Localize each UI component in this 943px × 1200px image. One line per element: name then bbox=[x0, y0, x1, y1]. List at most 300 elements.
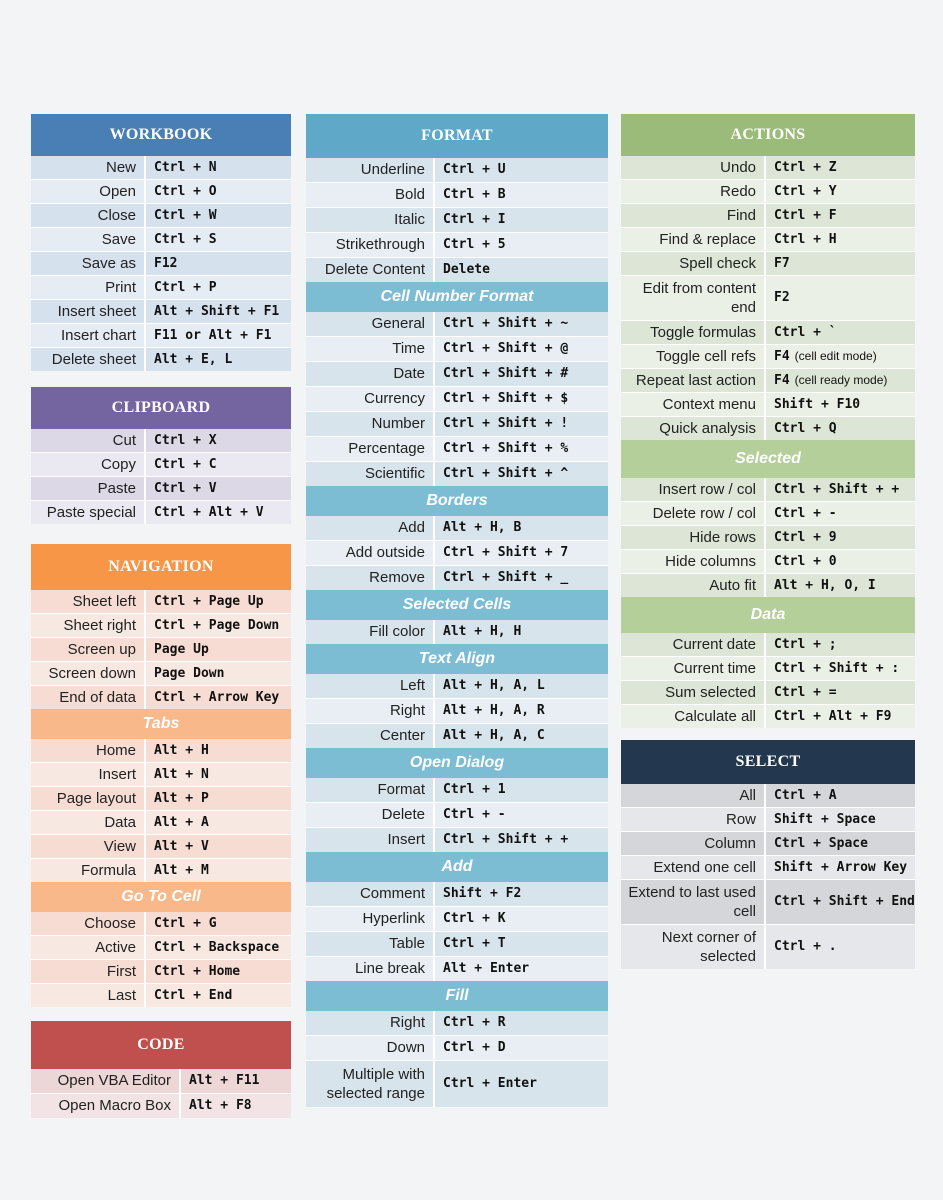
open-dialog-rows bbox=[306, 778, 608, 852]
shortcut-row bbox=[31, 685, 291, 709]
shortcut-label: Copy bbox=[31, 453, 144, 476]
shortcut-row bbox=[31, 810, 291, 834]
shortcut-row bbox=[621, 368, 915, 392]
shortcut-keys-text: Ctrl + S bbox=[154, 231, 217, 247]
shortcut-label: Sum selected bbox=[621, 681, 764, 704]
shortcut-keys bbox=[144, 912, 291, 935]
shortcut-keys bbox=[144, 477, 291, 500]
shortcut-label: Screen up bbox=[31, 638, 144, 661]
shortcut-keys bbox=[433, 258, 608, 282]
shortcut-label: Number bbox=[306, 412, 433, 436]
actions-header: ACTIONS bbox=[621, 114, 915, 156]
shortcut-label: Delete sheet bbox=[31, 348, 144, 371]
selected-cells-subheader: Selected Cells bbox=[306, 590, 608, 620]
shortcut-row bbox=[31, 476, 291, 500]
navigation-header: NAVIGATION bbox=[31, 544, 291, 590]
shortcut-label: Auto fit bbox=[621, 574, 764, 597]
shortcut-keys-text: Ctrl + Shift + : bbox=[774, 660, 900, 676]
shortcut-label: Active bbox=[31, 936, 144, 959]
shortcut-row bbox=[621, 478, 915, 501]
shortcut-row bbox=[306, 411, 608, 436]
shortcut-label: Edit from content end bbox=[621, 276, 764, 320]
shortcut-label: Calculate all bbox=[621, 705, 764, 728]
tabs-subheader: Tabs bbox=[31, 709, 291, 739]
shortcut-label: Down bbox=[306, 1036, 433, 1060]
shortcut-keys-text: Ctrl + Shift + ! bbox=[443, 416, 569, 432]
shortcut-keys-text: Ctrl + H bbox=[774, 231, 837, 247]
shortcut-keys-text: Ctrl + ` bbox=[774, 324, 837, 340]
cell-number-format-subheader: Cell Number Format bbox=[306, 282, 608, 312]
shortcut-row bbox=[306, 931, 608, 956]
shortcut-keys bbox=[433, 882, 608, 906]
shortcut-label: Extend to last used cell bbox=[621, 880, 764, 924]
shortcut-row bbox=[621, 680, 915, 704]
shortcut-label: Spell check bbox=[621, 252, 764, 275]
select-header: SELECT bbox=[621, 740, 915, 784]
shortcut-row bbox=[31, 203, 291, 227]
shortcut-keys bbox=[433, 828, 608, 852]
shortcut-keys bbox=[764, 393, 915, 416]
shortcut-keys bbox=[433, 233, 608, 257]
shortcut-row bbox=[306, 361, 608, 386]
shortcut-row bbox=[31, 1093, 291, 1118]
shortcut-label: Choose bbox=[31, 912, 144, 935]
shortcut-row bbox=[31, 429, 291, 452]
shortcut-keys-text: Ctrl + = bbox=[774, 684, 837, 700]
shortcut-label: Currency bbox=[306, 387, 433, 411]
shortcut-keys-text: Ctrl + - bbox=[443, 807, 506, 823]
shortcut-keys-text: Page Up bbox=[154, 641, 209, 657]
borders-subheader: Borders bbox=[306, 486, 608, 516]
shortcut-row bbox=[306, 674, 608, 698]
shortcut-label: Scientific bbox=[306, 462, 433, 486]
shortcut-keys bbox=[433, 724, 608, 748]
shortcut-row bbox=[306, 778, 608, 802]
fill-subheader: Fill bbox=[306, 981, 608, 1011]
shortcut-row bbox=[306, 158, 608, 182]
shortcut-keys bbox=[764, 228, 915, 251]
shortcut-row bbox=[31, 452, 291, 476]
shortcut-keys bbox=[433, 674, 608, 698]
shortcut-note: (cell ready mode) bbox=[794, 373, 888, 388]
shortcut-keys bbox=[433, 158, 608, 182]
shortcut-label: Hyperlink bbox=[306, 907, 433, 931]
shortcut-label: Insert row / col bbox=[621, 478, 764, 501]
shortcut-label: Cut bbox=[31, 429, 144, 452]
shortcut-keys-text: Alt + P bbox=[154, 790, 209, 806]
shortcut-note: (cell edit mode) bbox=[794, 349, 877, 364]
shortcut-keys-text: Ctrl + Shift + End bbox=[774, 894, 915, 910]
shortcut-label: Row bbox=[621, 808, 764, 831]
shortcut-label: Paste special bbox=[31, 501, 144, 524]
shortcut-keys bbox=[764, 681, 915, 704]
shortcut-keys-text: Ctrl + C bbox=[154, 456, 217, 472]
shortcut-keys bbox=[144, 300, 291, 323]
shortcut-label: Delete Content bbox=[306, 258, 433, 282]
shortcut-keys bbox=[433, 437, 608, 461]
shortcut-keys bbox=[764, 550, 915, 573]
shortcut-row bbox=[31, 156, 291, 179]
shortcut-row bbox=[31, 179, 291, 203]
shortcut-label: View bbox=[31, 835, 144, 858]
shortcut-label: Extend one cell bbox=[621, 856, 764, 879]
shortcut-keys bbox=[433, 183, 608, 207]
add-rows bbox=[306, 882, 608, 981]
shortcut-keys bbox=[433, 208, 608, 232]
shortcut-row bbox=[621, 501, 915, 525]
shortcut-keys bbox=[764, 345, 915, 368]
shortcut-keys bbox=[144, 787, 291, 810]
actions-section bbox=[621, 114, 915, 728]
shortcut-keys-text: Ctrl + Shift + _ bbox=[443, 570, 569, 586]
shortcut-label: Save as bbox=[31, 252, 144, 275]
shortcut-keys-text: Ctrl + Home bbox=[154, 963, 241, 979]
shortcut-row bbox=[306, 516, 608, 540]
shortcut-keys-text: Ctrl + 5 bbox=[443, 237, 506, 253]
shortcut-keys-text: Ctrl + Backspace bbox=[154, 939, 280, 955]
shortcut-row bbox=[306, 565, 608, 590]
tabs-rows bbox=[31, 739, 291, 882]
shortcut-keys bbox=[433, 312, 608, 336]
format-rows bbox=[306, 158, 608, 282]
shortcut-row bbox=[31, 858, 291, 882]
shortcut-label: Open VBA Editor bbox=[31, 1069, 179, 1093]
shortcut-row bbox=[306, 257, 608, 282]
shortcut-keys-text: Shift + Space bbox=[774, 811, 876, 827]
shortcut-keys bbox=[144, 739, 291, 762]
shortcut-row bbox=[306, 1011, 608, 1035]
selected-subheader: Selected bbox=[621, 440, 915, 478]
shortcut-label: Repeat last action bbox=[621, 369, 764, 392]
shortcut-keys-text: Shift + Arrow Key bbox=[774, 859, 908, 875]
shortcut-row bbox=[306, 182, 608, 207]
shortcut-row bbox=[621, 525, 915, 549]
navigation-rows bbox=[31, 590, 291, 709]
shortcut-keys bbox=[179, 1069, 291, 1093]
shortcut-label: Screen down bbox=[31, 662, 144, 685]
shortcut-row bbox=[306, 1035, 608, 1060]
shortcut-row bbox=[31, 323, 291, 347]
shortcut-keys-text: Ctrl + Z bbox=[774, 159, 837, 175]
shortcut-keys-text: Ctrl + Shift + ^ bbox=[443, 466, 569, 482]
shortcut-label: Quick analysis bbox=[621, 417, 764, 440]
shortcut-keys bbox=[144, 811, 291, 834]
shortcut-keys-text: Shift + F2 bbox=[443, 886, 522, 902]
shortcut-keys bbox=[433, 803, 608, 827]
shortcut-label: Add outside bbox=[306, 541, 433, 565]
shortcut-label: Insert bbox=[306, 828, 433, 852]
shortcut-label: Redo bbox=[621, 180, 764, 203]
shortcut-row bbox=[621, 704, 915, 728]
shortcut-keys bbox=[144, 662, 291, 685]
shortcut-label: Paste bbox=[31, 477, 144, 500]
shortcut-keys bbox=[433, 620, 608, 644]
shortcut-label: Open bbox=[31, 180, 144, 203]
shortcut-label: Underline bbox=[306, 158, 433, 182]
shortcut-label: Insert bbox=[31, 763, 144, 786]
shortcut-label: Print bbox=[31, 276, 144, 299]
shortcut-keys bbox=[764, 633, 915, 656]
shortcut-label: Formula bbox=[31, 859, 144, 882]
format-section bbox=[306, 114, 608, 1107]
shortcut-row bbox=[306, 906, 608, 931]
select-rows bbox=[621, 784, 915, 969]
shortcut-row bbox=[31, 590, 291, 613]
shortcut-keys bbox=[433, 541, 608, 565]
shortcut-row bbox=[621, 251, 915, 275]
shortcut-label: Page layout bbox=[31, 787, 144, 810]
goto-rows bbox=[31, 912, 291, 1007]
shortcut-keys bbox=[144, 936, 291, 959]
shortcut-keys-text: Ctrl + Page Down bbox=[154, 617, 280, 633]
shortcut-keys bbox=[144, 590, 291, 613]
shortcut-keys-text: Ctrl + K bbox=[443, 911, 506, 927]
shortcut-keys-text: Alt + H, A, L bbox=[443, 678, 545, 694]
shortcut-keys-text: Alt + E, L bbox=[154, 351, 233, 367]
shortcut-keys-text: Alt + Shift + F1 bbox=[154, 303, 280, 319]
shortcut-keys-text: Ctrl + Arrow Key bbox=[154, 689, 280, 705]
shortcut-row bbox=[31, 275, 291, 299]
shortcut-keys bbox=[764, 478, 915, 501]
shortcut-row bbox=[306, 232, 608, 257]
shortcut-label: Bold bbox=[306, 183, 433, 207]
shortcut-keys-text: Delete bbox=[443, 262, 490, 278]
shortcut-keys bbox=[144, 156, 291, 179]
shortcut-keys-text: Ctrl + B bbox=[443, 187, 506, 203]
shortcut-keys bbox=[433, 566, 608, 590]
shortcut-row bbox=[31, 983, 291, 1007]
shortcut-label: Toggle cell refs bbox=[621, 345, 764, 368]
shortcut-row bbox=[621, 275, 915, 320]
shortcut-keys bbox=[764, 369, 915, 392]
shortcut-label: Fill color bbox=[306, 620, 433, 644]
shortcut-row bbox=[31, 935, 291, 959]
workbook-rows bbox=[31, 156, 291, 371]
shortcut-label: Toggle formulas bbox=[621, 321, 764, 344]
shortcut-keys bbox=[433, 1036, 608, 1060]
shortcut-row bbox=[306, 386, 608, 411]
shortcut-label: Sheet right bbox=[31, 614, 144, 637]
shortcut-keys bbox=[144, 614, 291, 637]
shortcut-keys bbox=[764, 808, 915, 831]
shortcut-keys-text: F12 bbox=[154, 255, 178, 271]
shortcut-label: Multiple with selected range bbox=[306, 1061, 433, 1107]
shortcut-label: All bbox=[621, 784, 764, 807]
shortcut-label: Percentage bbox=[306, 437, 433, 461]
shortcut-keys bbox=[764, 252, 915, 275]
shortcut-label: Find bbox=[621, 204, 764, 227]
shortcut-label: Italic bbox=[306, 208, 433, 232]
shortcut-keys bbox=[144, 429, 291, 452]
shortcut-keys bbox=[764, 574, 915, 597]
open-dialog-subheader: Open Dialog bbox=[306, 748, 608, 778]
fill-rows bbox=[306, 1011, 608, 1107]
clipboard-header: CLIPBOARD bbox=[31, 387, 291, 429]
code-header: CODE bbox=[31, 1021, 291, 1069]
shortcut-row bbox=[621, 320, 915, 344]
shortcut-keys-text: F11 or Alt + F1 bbox=[154, 327, 272, 343]
actions-rows bbox=[621, 156, 915, 440]
shortcut-keys-text: Alt + H, H bbox=[443, 624, 522, 640]
shortcut-keys bbox=[433, 516, 608, 540]
shortcut-keys bbox=[433, 362, 608, 386]
shortcut-row bbox=[621, 807, 915, 831]
shortcut-keys-text: Ctrl + Alt + V bbox=[154, 504, 264, 520]
shortcut-keys-text: F7 bbox=[774, 255, 790, 271]
shortcut-keys-text: Ctrl + G bbox=[154, 915, 217, 931]
shortcut-row bbox=[621, 203, 915, 227]
shortcut-keys-text: F2 bbox=[774, 290, 790, 306]
shortcut-label: Comment bbox=[306, 882, 433, 906]
shortcut-keys bbox=[764, 657, 915, 680]
shortcut-keys-text: Alt + V bbox=[154, 838, 209, 854]
shortcut-keys-text: Ctrl + Shift + 7 bbox=[443, 545, 569, 561]
shortcut-row bbox=[306, 723, 608, 748]
shortcut-keys bbox=[144, 960, 291, 983]
shortcut-label: Center bbox=[306, 724, 433, 748]
shortcut-row bbox=[621, 416, 915, 440]
shortcut-keys bbox=[144, 180, 291, 203]
shortcut-row bbox=[621, 549, 915, 573]
shortcut-label: Sheet left bbox=[31, 590, 144, 613]
shortcut-row bbox=[621, 831, 915, 855]
shortcut-row bbox=[306, 956, 608, 981]
shortcut-keys-text: Ctrl + F bbox=[774, 207, 837, 223]
shortcut-keys bbox=[764, 925, 915, 969]
shortcut-keys-text: Ctrl + X bbox=[154, 432, 217, 448]
shortcut-keys-text: Ctrl + . bbox=[774, 939, 837, 955]
cell-number-format-rows bbox=[306, 312, 608, 486]
shortcut-keys-text: Ctrl + End bbox=[154, 987, 233, 1003]
shortcut-row bbox=[306, 827, 608, 852]
shortcut-label: Insert sheet bbox=[31, 300, 144, 323]
shortcut-row bbox=[621, 179, 915, 203]
shortcut-keys bbox=[764, 705, 915, 728]
shortcut-label: Hide columns bbox=[621, 550, 764, 573]
shortcut-label: New bbox=[31, 156, 144, 179]
shortcut-keys-text: Ctrl + 0 bbox=[774, 553, 837, 569]
shortcut-keys bbox=[433, 1011, 608, 1035]
shortcut-keys-text: Ctrl + Shift + ~ bbox=[443, 316, 569, 332]
shortcut-keys-text: Ctrl + Shift + % bbox=[443, 441, 569, 457]
shortcut-keys-text: Ctrl + V bbox=[154, 480, 217, 496]
text-align-subheader: Text Align bbox=[306, 644, 608, 674]
shortcut-keys bbox=[144, 252, 291, 275]
shortcut-keys-text: Ctrl + A bbox=[774, 787, 837, 803]
shortcut-keys-text: Ctrl + Space bbox=[774, 835, 868, 851]
shortcut-row bbox=[306, 336, 608, 361]
shortcut-row bbox=[621, 633, 915, 656]
shortcut-label: Delete row / col bbox=[621, 502, 764, 525]
shortcut-keys bbox=[433, 387, 608, 411]
shortcut-label: First bbox=[31, 960, 144, 983]
shortcut-keys-text: Alt + H, A, C bbox=[443, 728, 545, 744]
shortcut-keys-text: Ctrl + U bbox=[443, 162, 506, 178]
shortcut-keys bbox=[433, 412, 608, 436]
shortcut-keys bbox=[144, 984, 291, 1007]
shortcut-row bbox=[31, 762, 291, 786]
shortcut-label: Right bbox=[306, 1011, 433, 1035]
shortcut-row bbox=[31, 251, 291, 275]
shortcut-row bbox=[621, 392, 915, 416]
shortcut-row bbox=[621, 855, 915, 879]
shortcut-row bbox=[306, 540, 608, 565]
shortcut-keys bbox=[764, 180, 915, 203]
shortcut-row bbox=[621, 924, 915, 969]
shortcut-row bbox=[306, 620, 608, 644]
shortcut-keys bbox=[433, 957, 608, 981]
shortcut-label: Delete bbox=[306, 803, 433, 827]
shortcut-label: Add bbox=[306, 516, 433, 540]
shortcut-keys bbox=[144, 204, 291, 227]
shortcut-label: Remove bbox=[306, 566, 433, 590]
shortcut-keys-text: Alt + H, O, I bbox=[774, 577, 876, 593]
shortcut-keys-text: Ctrl + P bbox=[154, 279, 217, 295]
workbook-header: WORKBOOK bbox=[31, 114, 291, 156]
selected-rows bbox=[621, 478, 915, 597]
shortcut-label: Date bbox=[306, 362, 433, 386]
shortcut-label: Current date bbox=[621, 633, 764, 656]
shortcut-keys-text: Alt + H bbox=[154, 742, 209, 758]
shortcut-row bbox=[31, 1069, 291, 1093]
shortcut-label: Format bbox=[306, 778, 433, 802]
shortcut-row bbox=[31, 637, 291, 661]
shortcut-keys bbox=[144, 638, 291, 661]
shortcut-keys-text: Ctrl + I bbox=[443, 212, 506, 228]
shortcut-keys-text: Page Down bbox=[154, 665, 225, 681]
shortcut-row bbox=[306, 1060, 608, 1107]
shortcut-keys-text: Ctrl + Alt + F9 bbox=[774, 708, 892, 724]
shortcut-label: Table bbox=[306, 932, 433, 956]
shortcut-keys bbox=[433, 1061, 608, 1107]
shortcut-keys bbox=[144, 348, 291, 371]
shortcut-keys-text: F4 bbox=[774, 348, 790, 364]
shortcut-keys-text: Ctrl + Shift + + bbox=[774, 481, 900, 497]
shortcut-label: Strikethrough bbox=[306, 233, 433, 257]
shortcut-label: Column bbox=[621, 832, 764, 855]
shortcut-label: Data bbox=[31, 811, 144, 834]
shortcut-keys bbox=[144, 686, 291, 709]
shortcut-keys bbox=[179, 1094, 291, 1118]
shortcut-keys-text: Ctrl + N bbox=[154, 159, 217, 175]
shortcut-row bbox=[31, 500, 291, 524]
shortcut-label: Insert chart bbox=[31, 324, 144, 347]
shortcut-keys-text: Alt + Enter bbox=[443, 961, 530, 977]
shortcut-row bbox=[621, 227, 915, 251]
shortcut-keys bbox=[144, 276, 291, 299]
shortcut-keys bbox=[764, 526, 915, 549]
shortcut-label: Hide rows bbox=[621, 526, 764, 549]
shortcut-keys-text: Alt + M bbox=[154, 862, 209, 878]
shortcut-keys-text: Shift + F10 bbox=[774, 396, 861, 412]
shortcut-label: Home bbox=[31, 739, 144, 762]
shortcut-row bbox=[621, 344, 915, 368]
shortcut-label: End of data bbox=[31, 686, 144, 709]
shortcut-label: General bbox=[306, 312, 433, 336]
shortcut-keys-text: Ctrl + D bbox=[443, 1040, 506, 1056]
shortcut-row bbox=[306, 461, 608, 486]
shortcut-row bbox=[31, 912, 291, 935]
shortcut-row bbox=[31, 834, 291, 858]
shortcut-row bbox=[621, 784, 915, 807]
shortcut-keys-text: Ctrl + Page Up bbox=[154, 593, 264, 609]
shortcut-row bbox=[31, 661, 291, 685]
shortcut-keys bbox=[144, 859, 291, 882]
shortcut-row bbox=[31, 959, 291, 983]
shortcut-keys bbox=[764, 156, 915, 179]
shortcut-keys-text: Alt + F8 bbox=[189, 1098, 252, 1114]
shortcut-keys-text: Ctrl + O bbox=[154, 183, 217, 199]
